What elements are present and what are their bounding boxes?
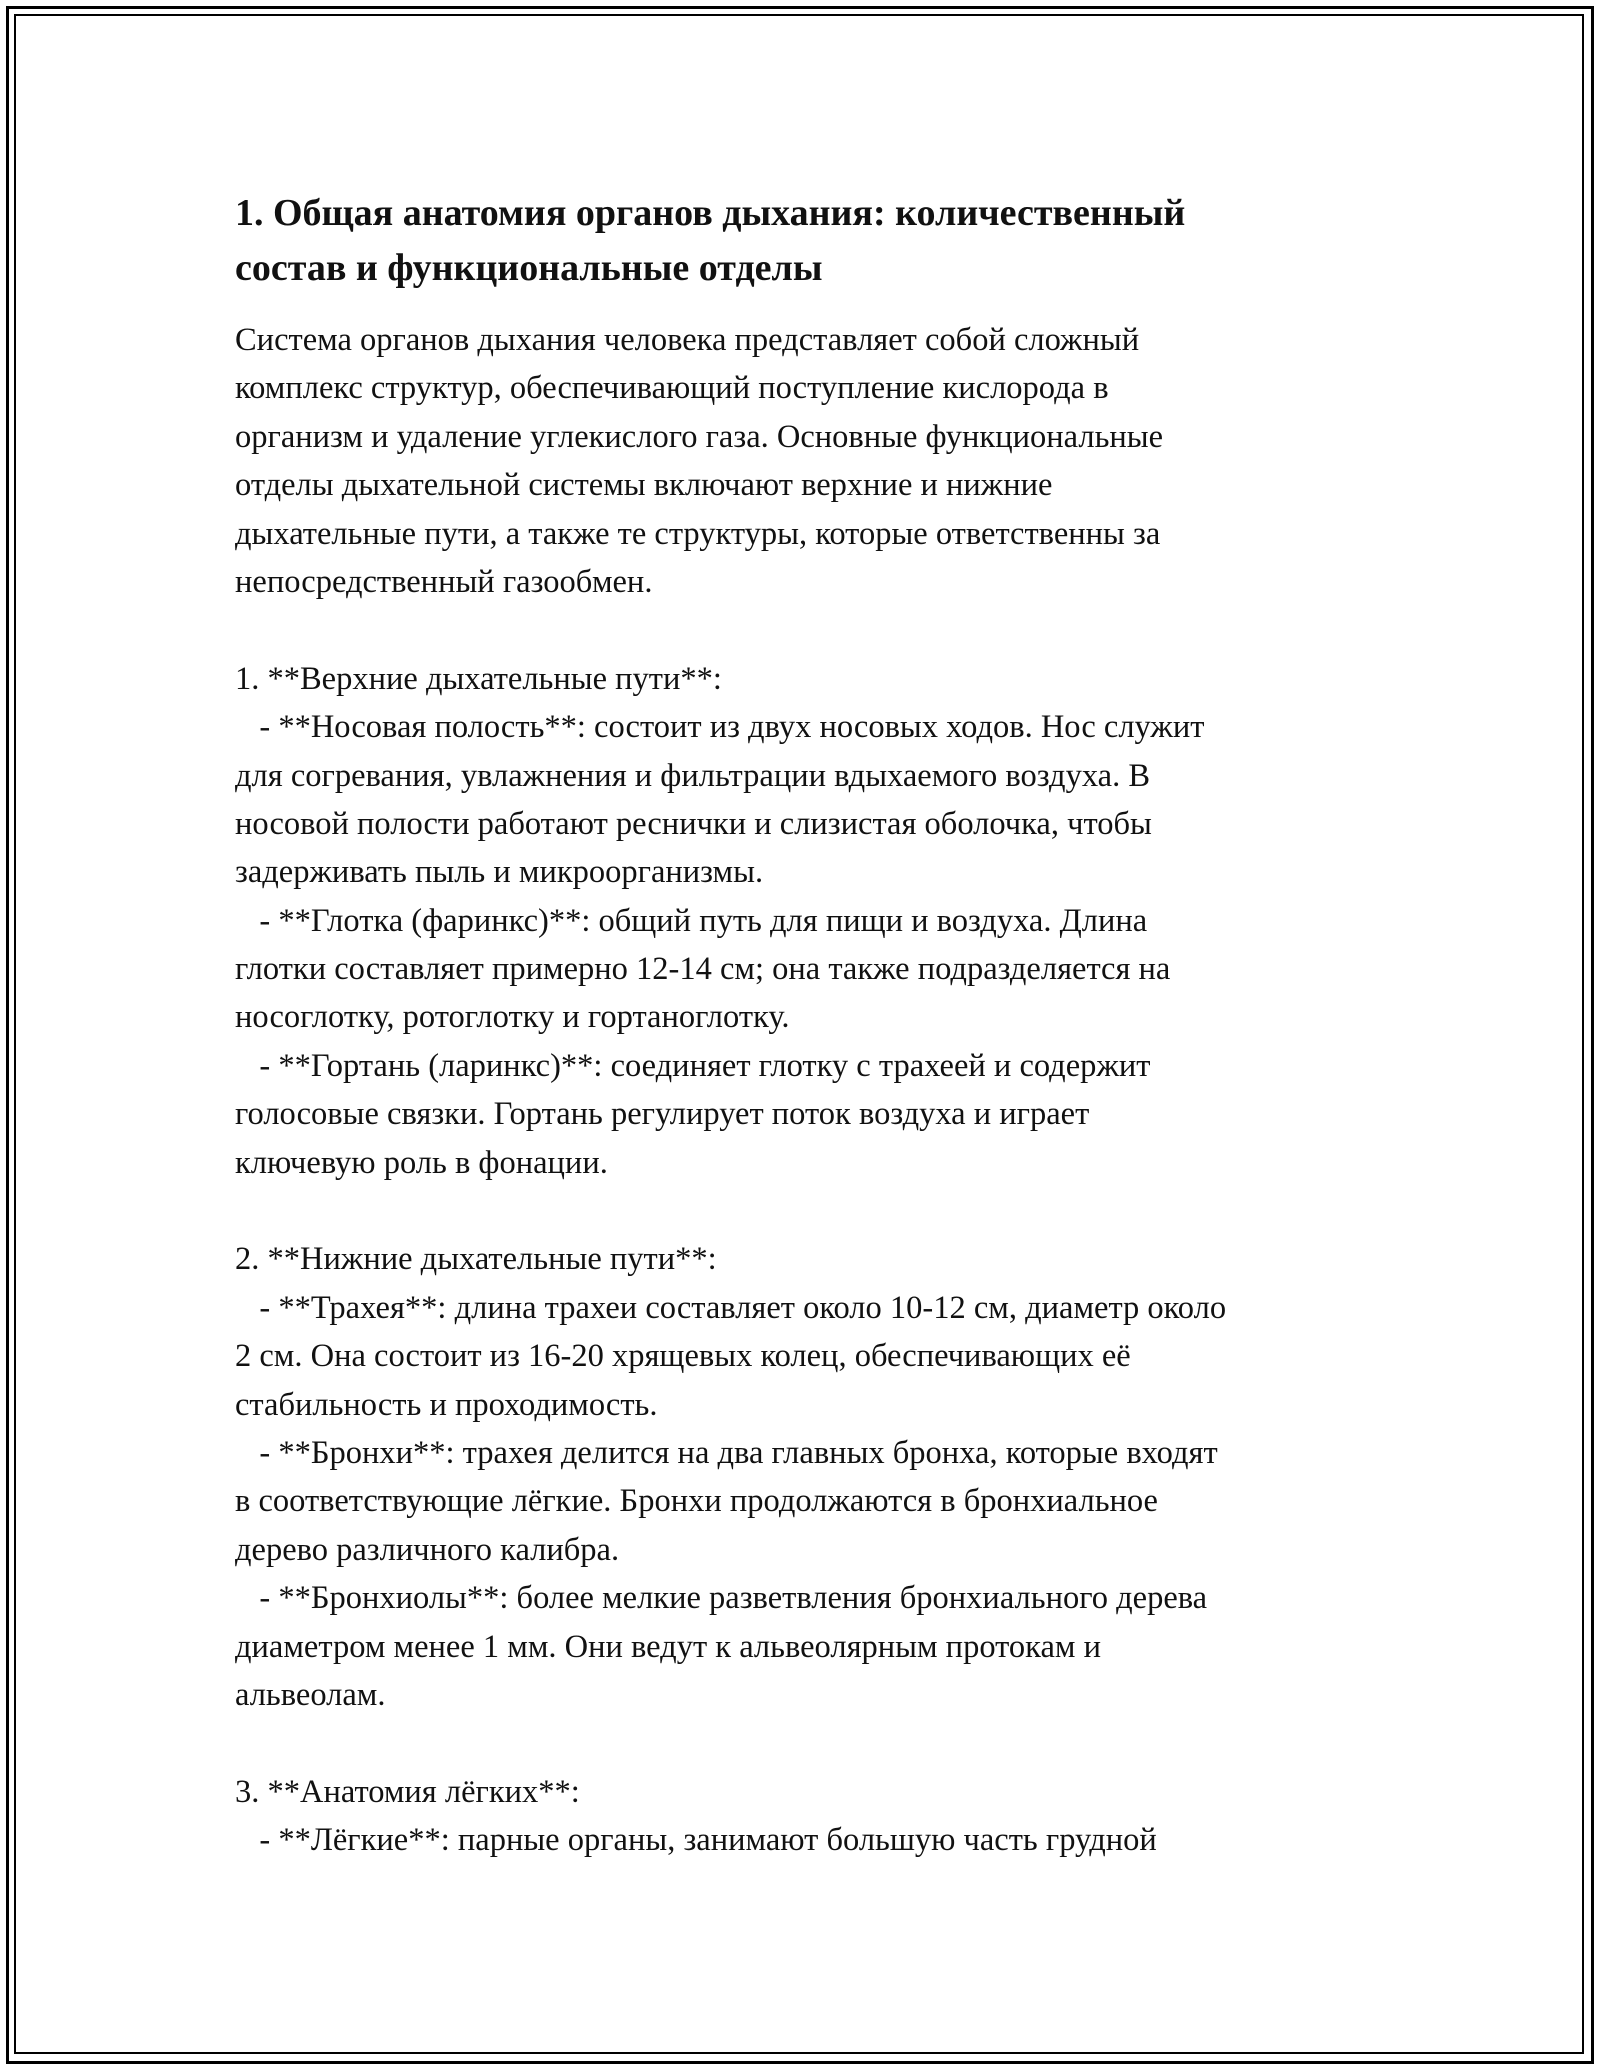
list-section-lower-airways [235,1235,1380,1719]
text-line: для согревания, увлажнения и фильтрации вдыхаемого воздуха. В [235,757,1150,794]
text-line: 2 см. Она состоит из 16-20 хрящевых колец, обеспечивающих её [235,1338,1131,1375]
text-line: - **Бронхиолы**: более мелкие разветвления бронхиального дерева [235,1580,1208,1617]
blank-line [235,1719,1380,1767]
list-item-title: 1. **Верхние дыхательные пути**: [235,660,722,697]
list-item-title: 3. **Анатомия лёгких**: [235,1773,580,1810]
heading-line: состав и функциональные отделы [235,247,823,289]
list-item-title: 2. **Нижние дыхательные пути**: [235,1241,717,1278]
document-body [235,186,1380,1865]
text-line: стабильность и проходимость. [235,1386,658,1423]
text-line: отделы дыхательной системы включают верхние и нижние [235,467,1053,504]
text-line: - **Лёгкие**: парные органы, занимают большую часть грудной [235,1822,1157,1859]
text-line: альвеолам. [235,1676,386,1713]
heading-line: 1. Общая анатомия органов дыхания: количественный [235,192,1186,234]
text-line: организм и удаление углекислого газа. Основные функциональные [235,418,1164,455]
list-section-lung-anatomy [235,1768,1380,1865]
text-line: - **Глотка (фаринкс)**: общий путь для пищи и воздуха. Длина [235,902,1148,939]
text-line: в соответствующие лёгкие. Бронхи продолжаются в бронхиальное [235,1483,1158,1520]
text-line: непосредственный газообмен. [235,563,653,600]
text-line: голосовые связки. Гортань регулирует поток воздуха и играет [235,1096,1090,1133]
text-line: носоглотку, ротоглотку и гортаноглотку. [235,999,790,1036]
list-section-upper-airways [235,655,1380,1187]
text-line: - **Гортань (ларинкс)**: соединяет глотку с трахеей и содержит [235,1047,1151,1084]
text-line: комплекс структур, обеспечивающий поступление кислорода в [235,370,1109,407]
text-line: дерево различного калибра. [235,1531,620,1568]
text-line: дыхательные пути, а также те структуры, которые ответственны за [235,515,1161,552]
text-line: глотки составляет примерно 12-14 см; она также подразделяется на [235,951,1171,988]
text-line: носовой полости работают реснички и слизистая оболочка, чтобы [235,805,1152,842]
text-line: Система органов дыхания человека представляет собой сложный [235,322,1140,358]
text-line: ключевую роль в фонации. [235,1144,608,1181]
text-line: задерживать пыль и микроорганизмы. [235,854,764,891]
text-line: диаметром менее 1 мм. Они ведут к альвеолярным протокам и [235,1628,1101,1665]
blank-line [235,1187,1380,1235]
text-line: - **Носовая полость**: состоит из двух носовых ходов. Нос служит [235,709,1205,746]
text-line: - **Бронхи**: трахея делится на два главных бронха, которые входят [235,1434,1218,1471]
blank-line [235,606,1380,654]
intro-paragraph [235,316,1380,606]
text-line: - **Трахея**: длина трахеи составляет около 10-12 см, диаметр около [235,1289,1227,1326]
section-heading [235,186,1380,296]
